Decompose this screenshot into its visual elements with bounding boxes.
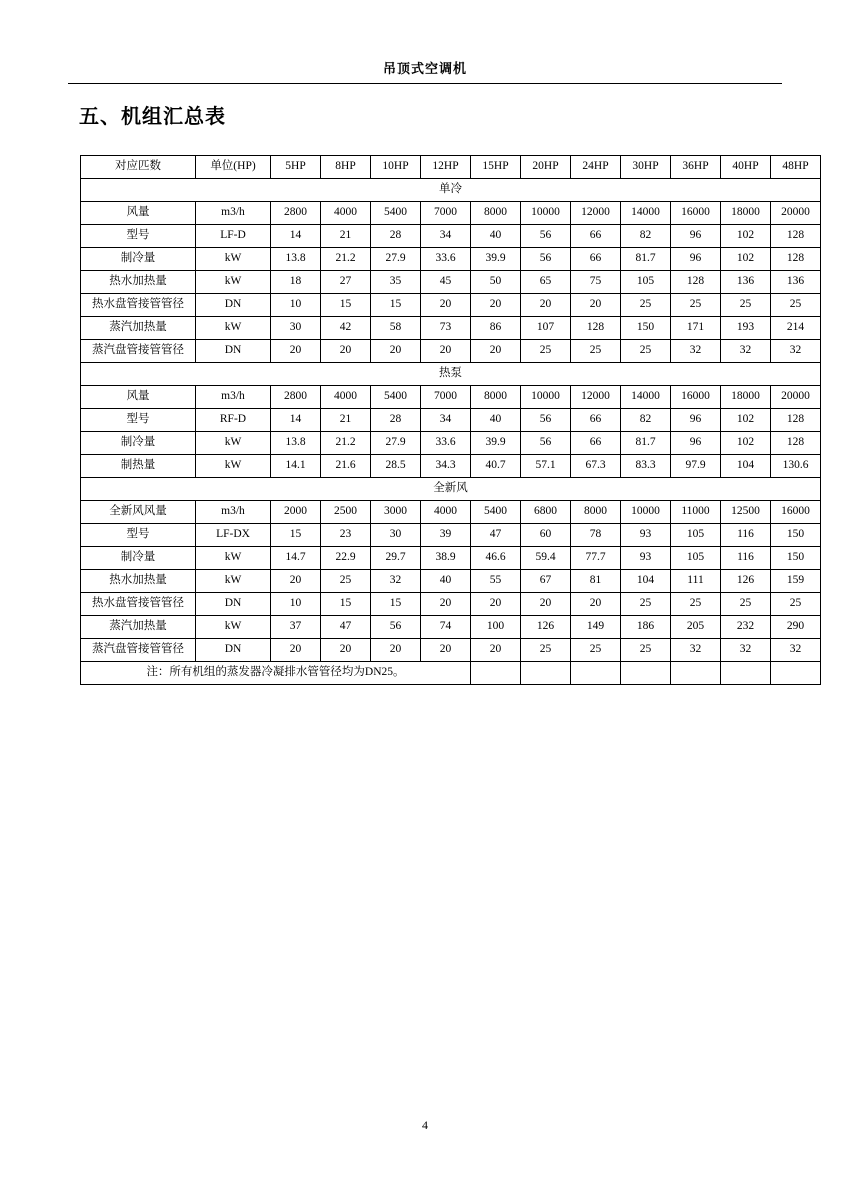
table-cell: 7000	[421, 202, 471, 225]
table-cell: 150	[771, 524, 821, 547]
header-cell-model: 15HP	[471, 156, 521, 179]
table-cell: 23	[321, 524, 371, 547]
table-cell: 34	[421, 409, 471, 432]
table-cell: 130.6	[771, 455, 821, 478]
header-cell-model: 40HP	[721, 156, 771, 179]
table-cell: 10000	[621, 501, 671, 524]
header-cell-model: 20HP	[521, 156, 571, 179]
table-cell-empty	[521, 662, 571, 685]
header-cell-model: 48HP	[771, 156, 821, 179]
table-cell-empty	[771, 662, 821, 685]
table-cell: 56	[371, 616, 421, 639]
row-label: 风量	[81, 386, 196, 409]
header-cell-model: 36HP	[671, 156, 721, 179]
table-cell: 25	[721, 294, 771, 317]
table-row	[81, 317, 821, 340]
table-cell: 16000	[771, 501, 821, 524]
table-cell: 57.1	[521, 455, 571, 478]
table-cell: 14.7	[271, 547, 321, 570]
table-cell: 25	[771, 593, 821, 616]
table-cell: 58	[371, 317, 421, 340]
table-group-header-row	[81, 179, 821, 202]
table-cell: 5400	[371, 202, 421, 225]
row-label: 蒸汽盘管接管管径	[81, 639, 196, 662]
table-cell: 193	[721, 317, 771, 340]
table-cell: 67	[521, 570, 571, 593]
table-cell: 33.6	[421, 432, 471, 455]
row-label: 热水加热量	[81, 271, 196, 294]
table-cell: 128	[671, 271, 721, 294]
table-cell: 55	[471, 570, 521, 593]
row-label: 型号	[81, 225, 196, 248]
table-cell: 159	[771, 570, 821, 593]
table-cell: 46.6	[471, 547, 521, 570]
table-cell: 27.9	[371, 432, 421, 455]
table-row	[81, 524, 821, 547]
unit-summary-table	[80, 155, 821, 685]
table-cell: 40	[471, 409, 521, 432]
header-cell-model: 12HP	[421, 156, 471, 179]
table-cell: 126	[721, 570, 771, 593]
table-cell: 18000	[721, 202, 771, 225]
table-cell: 3000	[371, 501, 421, 524]
table-cell: 20	[471, 340, 521, 363]
group-title: 单冷	[81, 179, 821, 202]
table-cell: 32	[721, 340, 771, 363]
table-cell: 128	[571, 317, 621, 340]
table-cell: 136	[721, 271, 771, 294]
table-cell: 20	[321, 340, 371, 363]
table-cell: 13.8	[271, 432, 321, 455]
row-unit: DN	[196, 593, 271, 616]
table-cell: 104	[721, 455, 771, 478]
table-cell: 38.9	[421, 547, 471, 570]
row-label: 热水加热量	[81, 570, 196, 593]
row-unit: kW	[196, 547, 271, 570]
table-cell: 56	[521, 225, 571, 248]
table-cell: 25	[671, 294, 721, 317]
row-label: 蒸汽加热量	[81, 616, 196, 639]
table-row	[81, 340, 821, 363]
row-unit: LF-D	[196, 225, 271, 248]
table-cell: 12000	[571, 202, 621, 225]
table-cell: 171	[671, 317, 721, 340]
table-cell: 25	[771, 294, 821, 317]
table-cell: 20	[421, 294, 471, 317]
table-cell: 15	[321, 294, 371, 317]
table-cell: 33.6	[421, 248, 471, 271]
table-cell: 128	[771, 248, 821, 271]
table-cell: 32	[671, 639, 721, 662]
table-row	[81, 616, 821, 639]
table-cell: 56	[521, 409, 571, 432]
table-cell: 20	[521, 593, 571, 616]
header-cell-model: 10HP	[371, 156, 421, 179]
row-label: 蒸汽盘管接管管径	[81, 340, 196, 363]
row-label: 热水盘管接管管径	[81, 294, 196, 317]
table-cell: 102	[721, 225, 771, 248]
running-title: 吊顶式空调机	[382, 61, 467, 76]
page-title: 五、机组汇总表	[79, 106, 226, 128]
table-cell: 104	[621, 570, 671, 593]
table-cell: 20	[271, 340, 321, 363]
row-label: 全新风风量	[81, 501, 196, 524]
table-cell-empty	[471, 662, 521, 685]
table-cell: 15	[371, 294, 421, 317]
table-cell: 82	[621, 225, 671, 248]
table-cell: 186	[621, 616, 671, 639]
table-cell: 116	[721, 547, 771, 570]
row-unit: kW	[196, 317, 271, 340]
table-row	[81, 248, 821, 271]
table-cell: 21.2	[321, 432, 371, 455]
table-cell: 25	[571, 639, 621, 662]
table-cell: 100	[471, 616, 521, 639]
table-cell: 25	[621, 593, 671, 616]
table-cell: 2800	[271, 202, 321, 225]
table-cell: 37	[271, 616, 321, 639]
table-cell: 214	[771, 317, 821, 340]
table-cell: 20000	[771, 386, 821, 409]
table-cell: 27	[321, 271, 371, 294]
table-cell: 116	[721, 524, 771, 547]
table-cell: 15	[321, 593, 371, 616]
table-note: 注：所有机组的蒸发器冷凝排水管管径均为DN25。	[81, 662, 471, 685]
table-cell: 128	[771, 409, 821, 432]
table-cell: 32	[771, 639, 821, 662]
table-cell: 150	[771, 547, 821, 570]
table-cell: 149	[571, 616, 621, 639]
table-cell: 25	[621, 639, 671, 662]
table-cell: 25	[571, 340, 621, 363]
table-cell: 32	[371, 570, 421, 593]
table-cell-empty	[621, 662, 671, 685]
table-cell-empty	[671, 662, 721, 685]
row-unit: kW	[196, 455, 271, 478]
table-cell: 96	[671, 432, 721, 455]
table-cell: 8000	[471, 202, 521, 225]
table-row	[81, 593, 821, 616]
table-cell: 14.1	[271, 455, 321, 478]
table-cell: 78	[571, 524, 621, 547]
row-label: 风量	[81, 202, 196, 225]
table-cell: 21	[321, 225, 371, 248]
table-cell: 21.6	[321, 455, 371, 478]
table-cell: 21	[321, 409, 371, 432]
row-label: 制冷量	[81, 547, 196, 570]
table-cell: 14000	[621, 386, 671, 409]
table-cell: 105	[671, 547, 721, 570]
table-header-row	[81, 156, 821, 179]
table-cell: 7000	[421, 386, 471, 409]
table-cell: 4000	[321, 202, 371, 225]
table-cell: 65	[521, 271, 571, 294]
table-cell: 105	[621, 271, 671, 294]
row-label: 制冷量	[81, 432, 196, 455]
table-row	[81, 386, 821, 409]
table-cell: 97.9	[671, 455, 721, 478]
table-cell: 14	[271, 225, 321, 248]
table-cell: 25	[671, 593, 721, 616]
table-row	[81, 432, 821, 455]
table-cell: 32	[671, 340, 721, 363]
table-cell: 136	[771, 271, 821, 294]
table-cell: 128	[771, 432, 821, 455]
table-cell: 93	[621, 547, 671, 570]
table-cell: 20	[521, 294, 571, 317]
row-label: 蒸汽加热量	[81, 317, 196, 340]
table-cell: 42	[321, 317, 371, 340]
table-cell: 25	[721, 593, 771, 616]
table-cell: 25	[621, 294, 671, 317]
unit-summary-table-wrap	[80, 155, 810, 685]
table-cell: 20	[271, 570, 321, 593]
page-header	[68, 58, 782, 84]
table-cell: 20	[371, 639, 421, 662]
table-cell: 5400	[371, 386, 421, 409]
table-cell: 96	[671, 225, 721, 248]
table-cell: 50	[471, 271, 521, 294]
table-cell: 34	[421, 225, 471, 248]
table-cell: 66	[571, 248, 621, 271]
row-label: 热水盘管接管管径	[81, 593, 196, 616]
table-cell: 39.9	[471, 432, 521, 455]
table-cell: 66	[571, 225, 621, 248]
table-cell: 96	[671, 248, 721, 271]
table-cell: 81.7	[621, 248, 671, 271]
table-cell: 21.2	[321, 248, 371, 271]
table-row	[81, 639, 821, 662]
table-cell: 290	[771, 616, 821, 639]
table-cell: 40.7	[471, 455, 521, 478]
row-unit: m3/h	[196, 386, 271, 409]
table-cell: 16000	[671, 386, 721, 409]
table-cell: 28.5	[371, 455, 421, 478]
table-cell: 10000	[521, 202, 571, 225]
row-unit: kW	[196, 616, 271, 639]
row-unit: RF-D	[196, 409, 271, 432]
row-unit: DN	[196, 340, 271, 363]
table-cell: 20	[571, 593, 621, 616]
table-cell: 14000	[621, 202, 671, 225]
row-label: 制冷量	[81, 248, 196, 271]
row-unit: m3/h	[196, 501, 271, 524]
group-title: 全新风	[81, 478, 821, 501]
table-row	[81, 501, 821, 524]
table-cell: 60	[521, 524, 571, 547]
table-cell: 56	[521, 248, 571, 271]
table-cell: 67.3	[571, 455, 621, 478]
table-cell: 56	[521, 432, 571, 455]
table-cell: 102	[721, 409, 771, 432]
header-cell-row-label: 对应匹数	[81, 156, 196, 179]
table-cell: 75	[571, 271, 621, 294]
table-cell: 93	[621, 524, 671, 547]
table-cell: 25	[521, 639, 571, 662]
table-cell: 47	[321, 616, 371, 639]
row-label: 型号	[81, 524, 196, 547]
header-cell-model: 8HP	[321, 156, 371, 179]
table-cell: 45	[421, 271, 471, 294]
table-row	[81, 225, 821, 248]
table-cell: 5400	[471, 501, 521, 524]
table-group-header-row	[81, 478, 821, 501]
table-cell: 30	[271, 317, 321, 340]
row-label: 型号	[81, 409, 196, 432]
table-cell: 29.7	[371, 547, 421, 570]
table-cell: 20	[571, 294, 621, 317]
table-cell: 20	[421, 639, 471, 662]
table-cell: 40	[471, 225, 521, 248]
page-number: 4	[422, 1118, 428, 1132]
table-row	[81, 271, 821, 294]
table-cell: 102	[721, 248, 771, 271]
table-cell: 6800	[521, 501, 571, 524]
table-cell: 20	[471, 294, 521, 317]
table-cell: 20	[421, 340, 471, 363]
table-cell: 2800	[271, 386, 321, 409]
row-unit: kW	[196, 248, 271, 271]
table-cell: 12000	[571, 386, 621, 409]
table-cell: 18000	[721, 386, 771, 409]
table-row	[81, 294, 821, 317]
table-cell: 22.9	[321, 547, 371, 570]
table-cell: 2000	[271, 501, 321, 524]
table-cell: 28	[371, 409, 421, 432]
table-cell: 32	[771, 340, 821, 363]
table-cell: 77.7	[571, 547, 621, 570]
table-cell: 232	[721, 616, 771, 639]
table-cell: 35	[371, 271, 421, 294]
table-group-header-row	[81, 363, 821, 386]
table-cell: 20	[471, 593, 521, 616]
table-cell: 20	[421, 593, 471, 616]
table-cell-empty	[721, 662, 771, 685]
table-cell: 47	[471, 524, 521, 547]
table-cell: 12500	[721, 501, 771, 524]
table-cell: 10000	[521, 386, 571, 409]
table-cell: 205	[671, 616, 721, 639]
table-cell: 13.8	[271, 248, 321, 271]
table-cell-empty	[571, 662, 621, 685]
table-cell: 4000	[421, 501, 471, 524]
table-cell: 74	[421, 616, 471, 639]
table-cell: 39	[421, 524, 471, 547]
row-unit: DN	[196, 294, 271, 317]
table-row	[81, 570, 821, 593]
table-cell: 20	[371, 340, 421, 363]
table-cell: 15	[371, 593, 421, 616]
table-cell: 20	[271, 639, 321, 662]
table-cell: 82	[621, 409, 671, 432]
row-label: 制热量	[81, 455, 196, 478]
table-row	[81, 202, 821, 225]
table-cell: 73	[421, 317, 471, 340]
table-cell: 16000	[671, 202, 721, 225]
table-cell: 32	[721, 639, 771, 662]
header-rule	[68, 83, 782, 84]
table-cell: 39.9	[471, 248, 521, 271]
table-cell: 2500	[321, 501, 371, 524]
table-cell: 20000	[771, 202, 821, 225]
table-cell: 40	[421, 570, 471, 593]
row-unit: LF-DX	[196, 524, 271, 547]
row-unit: kW	[196, 432, 271, 455]
table-cell: 4000	[321, 386, 371, 409]
table-cell: 59.4	[521, 547, 571, 570]
table-cell: 83.3	[621, 455, 671, 478]
table-cell: 126	[521, 616, 571, 639]
table-cell: 86	[471, 317, 521, 340]
table-cell: 105	[671, 524, 721, 547]
table-cell: 34.3	[421, 455, 471, 478]
header-cell-model: 24HP	[571, 156, 621, 179]
table-cell: 30	[371, 524, 421, 547]
row-unit: kW	[196, 271, 271, 294]
table-cell: 20	[321, 639, 371, 662]
table-cell: 10	[271, 593, 321, 616]
table-cell: 66	[571, 409, 621, 432]
table-cell: 102	[721, 432, 771, 455]
header-cell-model: 5HP	[271, 156, 321, 179]
table-row	[81, 455, 821, 478]
table-cell: 81.7	[621, 432, 671, 455]
table-cell: 111	[671, 570, 721, 593]
table-cell: 8000	[571, 501, 621, 524]
table-row	[81, 409, 821, 432]
table-cell: 96	[671, 409, 721, 432]
header-cell-unit-label: 单位(HP)	[196, 156, 271, 179]
table-cell: 11000	[671, 501, 721, 524]
row-unit: DN	[196, 639, 271, 662]
table-cell: 128	[771, 225, 821, 248]
table-cell: 10	[271, 294, 321, 317]
table-cell: 14	[271, 409, 321, 432]
table-row	[81, 547, 821, 570]
table-cell: 107	[521, 317, 571, 340]
table-cell: 25	[521, 340, 571, 363]
table-cell: 28	[371, 225, 421, 248]
table-cell: 81	[571, 570, 621, 593]
table-cell: 25	[621, 340, 671, 363]
table-cell: 15	[271, 524, 321, 547]
header-cell-model: 30HP	[621, 156, 671, 179]
table-cell: 8000	[471, 386, 521, 409]
table-cell: 20	[471, 639, 521, 662]
table-cell: 18	[271, 271, 321, 294]
row-unit: m3/h	[196, 202, 271, 225]
table-note-row	[81, 662, 821, 685]
table-cell: 25	[321, 570, 371, 593]
row-unit: kW	[196, 570, 271, 593]
group-title: 热泵	[81, 363, 821, 386]
table-cell: 27.9	[371, 248, 421, 271]
table-cell: 66	[571, 432, 621, 455]
table-cell: 150	[621, 317, 671, 340]
